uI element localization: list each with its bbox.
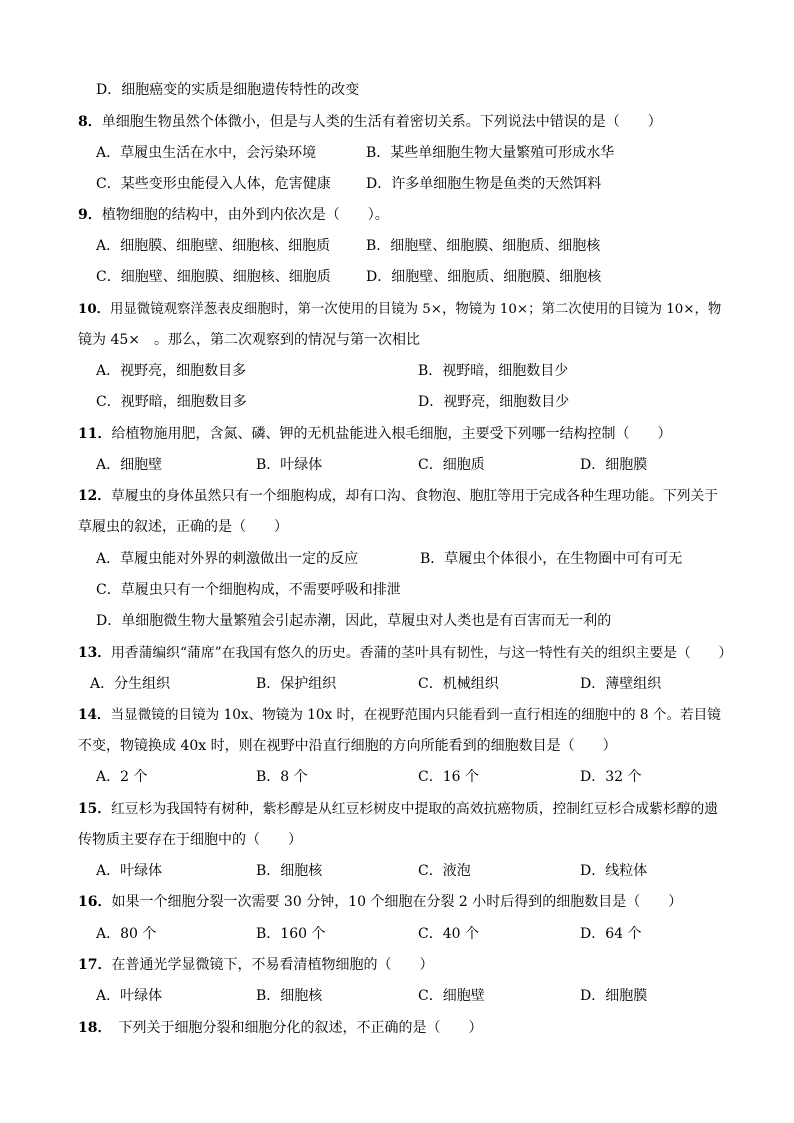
q9-option-d: D．细胞壁、细胞质、细胞膜、细胞核	[366, 269, 602, 285]
question-12	[78, 486, 718, 506]
question-stem: 下列关于细胞分裂和细胞分化的叙述，不正确的是（ ）	[104, 1020, 483, 1036]
question-14	[78, 705, 721, 725]
question-8	[78, 112, 662, 132]
question-stem: 如果一个细胞分裂一次需要 30 分钟，10 个细胞在分裂 2 小时后得到的细胞数目是（ ）	[111, 894, 683, 910]
q10-option-c: C．视野暗，细胞数目多	[96, 394, 247, 410]
question-number: 10．	[78, 301, 111, 317]
q14-option-b: B．8 个	[256, 769, 308, 785]
question-stem: 植物细胞的结构中，由外到内依次是（ ）。	[101, 207, 389, 223]
question-number: 13．	[78, 645, 111, 661]
q15-option-b: B．细胞核	[256, 863, 323, 879]
q16-option-c: C．40 个	[418, 926, 479, 942]
q12-option-b: B．草履虫个体很小，在生物圈中可有可无	[420, 551, 683, 567]
q8-option-a: A．草履虫生活在水中，会污染环境	[96, 145, 317, 161]
question-number: 14．	[78, 707, 111, 723]
q11-option-b: B．叶绿体	[256, 457, 323, 473]
q17-option-c: C．细胞壁	[418, 988, 485, 1004]
question-15	[78, 799, 718, 819]
question-18	[78, 1018, 482, 1038]
question-stem: 单细胞生物虽然个体微小，但是与人类的生活有着密切关系。下列说法中错误的是（ ）	[101, 114, 662, 130]
q13-option-c: C．机械组织	[418, 676, 499, 692]
question-17	[78, 955, 433, 975]
q12-option-a: A．草履虫能对外界的刺激做出一定的反应	[96, 551, 359, 567]
q15-option-a: A．叶绿体	[96, 863, 163, 879]
q12-option-d: D．单细胞微生物大量繁殖会引起赤潮，因此，草履虫对人类也是有百害而无一利的	[96, 613, 612, 629]
q16-option-a: A．80 个	[96, 926, 157, 942]
q13-option-d: D．薄壁组织	[580, 676, 662, 692]
question-12-cont: 草履虫的叙述，正确的是（ ）	[78, 519, 288, 535]
question-15-cont: 传物质主要存在于细胞中的（ ）	[78, 832, 302, 848]
question-stem: 当显微镜的目镜为 10x、物镜为 10x 时，在视野范围内只能看到一直行相连的细胞中的 8 个。若目镜	[110, 707, 721, 723]
q11-option-d: D．细胞膜	[580, 457, 648, 473]
question-number: 15．	[78, 801, 111, 817]
question-stem: 在普通光学显微镜下，不易看清植物细胞的（ ）	[111, 957, 434, 973]
q17-option-a: A．叶绿体	[96, 988, 163, 1004]
q14-option-d: D．32 个	[580, 769, 642, 785]
q9-option-a: A．细胞膜、细胞壁、细胞核、细胞质	[96, 238, 331, 254]
question-10	[78, 299, 721, 320]
q14-option-c: C．16 个	[418, 769, 479, 785]
q7-option-d: D．细胞癌变的实质是细胞遗传特性的改变	[96, 82, 360, 98]
q8-option-d: D．许多单细胞生物是鱼类的天然饵料	[366, 176, 602, 192]
question-13	[78, 643, 732, 663]
q9-option-b: B．细胞壁、细胞膜、细胞质、细胞核	[366, 238, 601, 254]
question-number: 11．	[78, 426, 112, 442]
question-number: 12．	[78, 488, 111, 504]
question-number: 8．	[78, 114, 102, 130]
question-stem: 红豆杉为我国特有树种，紫杉醇是从红豆杉树皮中提取的高效抗癌物质，控制红豆杉合成紫杉醇的遗	[111, 801, 719, 817]
q13-option-a: A．分生组织	[90, 676, 171, 692]
question-number: 18．	[78, 1020, 105, 1036]
question-11	[78, 424, 671, 444]
q16-option-d: D．64 个	[580, 926, 642, 942]
q17-option-b: B．细胞核	[256, 988, 323, 1004]
question-number: 9．	[78, 207, 102, 223]
question-stem: 用显微镜观察洋葱表皮细胞时，第一次使用的目镜为 5×，物镜为 10×；第二次使用的目镜为 10×，物	[110, 302, 722, 317]
q10-option-d: D．视野亮，细胞数目少	[418, 394, 570, 410]
question-stem: 用香蒲编织“蒲席”在我国有悠久的历史。香蒲的茎叶具有韧性，与这一特性有关的组织主要是（ ）	[111, 645, 733, 661]
q9-option-c: C．细胞壁、细胞膜、细胞核、细胞质	[96, 269, 331, 285]
question-16	[78, 892, 682, 912]
q14-option-a: A．2 个	[96, 769, 148, 785]
q16-option-b: B．160 个	[256, 926, 326, 942]
question-number: 16．	[78, 894, 112, 910]
question-14-cont: 不变，物镜换成 40x 时，则在视野中沿直行细胞的方向所能看到的细胞数目是（ ）	[78, 738, 617, 754]
q17-option-d: D．细胞膜	[580, 988, 648, 1004]
q8-option-b: B．某些单细胞生物大量繁殖可形成水华	[366, 145, 615, 161]
q11-option-a: A．细胞壁	[96, 457, 163, 473]
q8-option-c: C．某些变形虫能侵入人体，危害健康	[96, 176, 331, 192]
question-stem: 草履虫的身体虽然只有一个细胞构成，却有口沟、食物泡、胞肛等用于完成各种生理功能。下列关于	[111, 488, 719, 504]
question-10-cont: 镜为 45× 。那么，第二次观察到的情况与第一次相比	[78, 332, 420, 348]
q10-option-a: A．视野亮，细胞数目多	[96, 363, 247, 379]
question-number: 17．	[78, 957, 112, 973]
q15-option-c: C．液泡	[418, 863, 471, 879]
q12-option-c: C．草履虫只有一个细胞构成，不需要呼吸和排泄	[96, 582, 401, 598]
question-9	[78, 205, 389, 225]
question-stem: 给植物施用肥，含氮、磷、钾的无机盐能进入根毛细胞，主要受下列哪一结构控制（ ）	[111, 426, 672, 442]
q15-option-d: D．线粒体	[580, 863, 648, 879]
q11-option-c: C．细胞质	[418, 457, 485, 473]
q10-option-b: B．视野暗，细胞数目少	[418, 363, 569, 379]
q13-option-b: B．保护组织	[256, 676, 337, 692]
